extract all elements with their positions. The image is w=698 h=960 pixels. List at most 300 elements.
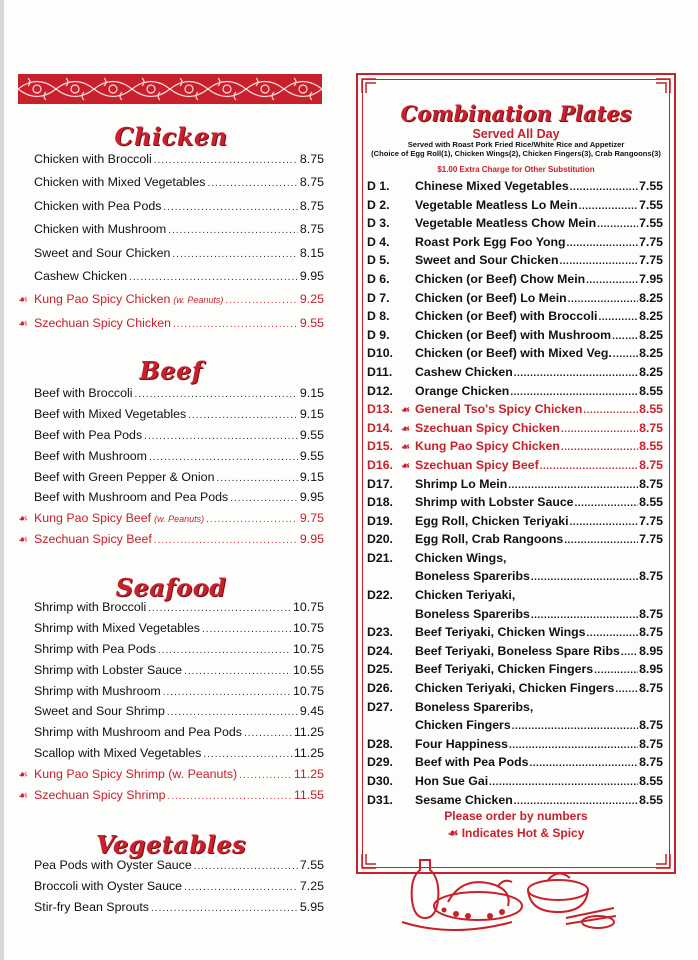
item-price: 9.15 bbox=[299, 469, 324, 484]
seafood-menu-item bbox=[18, 621, 324, 642]
dot-leader bbox=[489, 777, 638, 788]
combo-item bbox=[367, 365, 663, 384]
section-title-beef: Beef bbox=[139, 356, 203, 385]
combo-code: D 2. bbox=[367, 197, 390, 212]
combo-item bbox=[367, 681, 663, 700]
combo-name: Kung Pao Spicy Chicken bbox=[415, 439, 560, 454]
combo-price: 8.75 bbox=[639, 625, 663, 640]
combo-code: D18. bbox=[367, 495, 393, 510]
chili-pepper-icon: ☙ bbox=[401, 460, 410, 472]
combo-name: Shrimp with Lobster Sauce bbox=[415, 495, 574, 510]
combo-name-line2: Boneless Spareribs bbox=[415, 606, 530, 621]
combo-name: Cashew Chicken bbox=[415, 364, 513, 379]
combo-item bbox=[367, 253, 663, 272]
combo-subtitle: Served All Day bbox=[472, 127, 560, 141]
combo-title: Combination Plates bbox=[400, 101, 632, 126]
combo-code: D29. bbox=[367, 755, 393, 770]
item-name: Shrimp with Broccoli bbox=[34, 600, 147, 614]
dot-leader bbox=[184, 882, 298, 893]
item-price: 9.75 bbox=[299, 511, 324, 526]
combo-price: 8.55 bbox=[639, 792, 663, 807]
dot-leader bbox=[540, 461, 638, 472]
corner-ornament-icon bbox=[360, 77, 378, 95]
item-price: 8.75 bbox=[299, 198, 324, 213]
combo-price: 8.55 bbox=[639, 774, 663, 788]
dot-leader bbox=[509, 740, 638, 751]
combo-code: D13. bbox=[367, 402, 393, 417]
combo-name: Beef Teriyaki, Boneless Spare Ribs bbox=[415, 643, 620, 658]
combo-price: 8.75 bbox=[639, 569, 663, 584]
combo-code: D30. bbox=[367, 774, 393, 788]
dot-leader bbox=[144, 431, 298, 442]
combo-extra-charge: $1.00 Extra Charge for Other Substitution bbox=[437, 165, 595, 174]
beef-menu-item bbox=[18, 532, 324, 553]
combo-code: D20. bbox=[367, 532, 393, 547]
dot-leader bbox=[514, 368, 638, 379]
dot-leader bbox=[597, 219, 638, 230]
combo-list bbox=[367, 179, 663, 811]
combo-served-line2: (Choice of Egg Roll(1), Chicken Wings(2), Chicken Fingers(3), Crab Rangoons(3) bbox=[371, 149, 661, 158]
combo-code: D12. bbox=[367, 383, 393, 398]
chili-pepper-icon: ☙ bbox=[18, 769, 28, 782]
chicken-menu-item bbox=[18, 269, 324, 292]
chicken-menu-item bbox=[18, 292, 324, 315]
item-price: 11.25 bbox=[293, 746, 324, 761]
item-name: Chicken with Pea Pods bbox=[34, 198, 162, 213]
dot-leader bbox=[615, 684, 638, 695]
dot-leader bbox=[149, 452, 298, 463]
combo-name: Egg Roll, Chicken Teriyaki bbox=[415, 513, 569, 528]
dot-leader bbox=[163, 687, 291, 698]
dot-leader bbox=[586, 275, 638, 286]
combo-name: Vegetable Meatless Lo Mein bbox=[415, 197, 578, 212]
combo-name: Chicken (or Beef) Lo Mein bbox=[415, 290, 567, 305]
combo-code: D 5. bbox=[367, 253, 390, 268]
chicken-menu-item bbox=[18, 246, 324, 269]
dot-leader bbox=[129, 272, 298, 283]
combo-item-continued bbox=[367, 569, 663, 588]
combo-price: 8.25 bbox=[639, 309, 663, 324]
dot-leader bbox=[208, 178, 298, 189]
combo-price: 8.75 bbox=[639, 476, 663, 491]
combo-item bbox=[367, 700, 663, 719]
combo-code: D25. bbox=[367, 662, 393, 677]
item-name: Sweet and Sour Shrimp bbox=[34, 704, 165, 719]
combo-price: 7.75 bbox=[639, 532, 663, 547]
spicy-legend bbox=[358, 826, 674, 840]
combo-item bbox=[367, 477, 663, 496]
item-price: 9.25 bbox=[299, 292, 324, 307]
item-price: 10.75 bbox=[292, 641, 324, 656]
vegetables-list bbox=[18, 858, 324, 921]
dot-leader bbox=[564, 535, 638, 546]
combo-name: Boneless Spareribs, bbox=[415, 699, 534, 714]
combo-code: D28. bbox=[367, 736, 393, 751]
combo-price: 8.55 bbox=[639, 383, 663, 398]
combo-item-continued bbox=[367, 607, 663, 626]
combo-name: Chicken Teriyaki, bbox=[415, 588, 516, 603]
combo-code: D 1. bbox=[367, 179, 390, 193]
item-note: (w. Peanuts) bbox=[173, 295, 224, 306]
combo-price: 8.75 bbox=[639, 420, 663, 435]
dot-leader bbox=[508, 480, 638, 491]
item-name: Szechuan Spicy Beef bbox=[34, 532, 152, 547]
combo-code: D14. bbox=[367, 420, 393, 435]
combo-name: Vegetable Meatless Chow Mein bbox=[415, 216, 597, 231]
combo-price: 7.75 bbox=[639, 253, 663, 268]
combo-code: D26. bbox=[367, 681, 393, 696]
beef-menu-item bbox=[18, 449, 324, 470]
combo-price: 8.75 bbox=[639, 736, 663, 751]
food-illustration-icon bbox=[398, 852, 618, 936]
combo-code: D21. bbox=[367, 550, 393, 565]
item-price: 11.55 bbox=[293, 788, 324, 803]
item-name: Sweet and Sour Chicken bbox=[34, 245, 171, 260]
combo-price: 7.75 bbox=[639, 513, 663, 528]
combo-price: 8.55 bbox=[639, 402, 663, 417]
page-edge bbox=[0, 0, 4, 960]
combo-item bbox=[367, 644, 663, 663]
combo-item bbox=[367, 346, 663, 365]
combo-name: Chicken (or Beef) with Mixed Veg. bbox=[415, 346, 612, 361]
combo-item bbox=[367, 216, 663, 235]
item-price: 11.25 bbox=[293, 725, 324, 740]
dot-leader bbox=[163, 202, 297, 213]
item-price: 7.55 bbox=[299, 858, 324, 872]
combo-price: 8.55 bbox=[639, 439, 663, 454]
item-price: 8.75 bbox=[299, 175, 324, 190]
combo-price: 8.75 bbox=[639, 755, 663, 770]
seafood-menu-item bbox=[18, 788, 324, 809]
vegetables-menu-item bbox=[18, 879, 324, 900]
seafood-menu-item bbox=[18, 725, 324, 746]
beef-menu-item bbox=[18, 511, 324, 532]
beef-menu-item bbox=[18, 490, 324, 511]
combo-code: D16. bbox=[367, 457, 393, 472]
dot-leader bbox=[239, 770, 292, 781]
combo-item bbox=[367, 737, 663, 756]
combo-price: 8.95 bbox=[639, 662, 663, 677]
item-name: Shrimp with Lobster Sauce bbox=[34, 662, 183, 677]
combo-code: D27. bbox=[367, 699, 393, 714]
dot-leader bbox=[567, 238, 639, 249]
combo-price: 8.25 bbox=[639, 327, 663, 342]
dot-leader bbox=[579, 201, 638, 212]
item-name: Pea Pods with Oyster Sauce bbox=[34, 858, 192, 872]
dot-leader bbox=[529, 758, 638, 769]
chili-pepper-icon: ☙ bbox=[401, 405, 410, 417]
seafood-menu-item bbox=[18, 767, 324, 788]
dot-leader bbox=[613, 349, 638, 360]
combo-item bbox=[367, 402, 663, 421]
combo-name: Szechuan Spicy Chicken bbox=[415, 420, 560, 435]
dot-leader bbox=[612, 331, 638, 342]
order-by-numbers-note: Please order by numbers bbox=[444, 809, 588, 823]
chili-pepper-icon: ☙ bbox=[18, 534, 28, 547]
dot-leader bbox=[514, 796, 638, 807]
item-name: Shrimp with Mushroom bbox=[34, 683, 161, 698]
combo-name: Chinese Mixed Vegetables bbox=[415, 179, 569, 193]
chicken-list bbox=[18, 152, 324, 339]
combo-code: D 4. bbox=[367, 234, 390, 249]
dot-leader bbox=[203, 749, 292, 760]
item-price: 9.55 bbox=[299, 315, 324, 330]
decorative-banner bbox=[18, 74, 322, 104]
item-name: Shrimp with Pea Pods bbox=[34, 641, 156, 656]
combo-price: 8.95 bbox=[639, 643, 663, 658]
seafood-menu-item bbox=[18, 663, 324, 684]
seafood-menu-item bbox=[18, 642, 324, 663]
dot-leader bbox=[583, 405, 638, 416]
item-name: Beef with Mushroom bbox=[34, 448, 147, 463]
item-price: 9.45 bbox=[299, 704, 324, 719]
combo-name: Beef Teriyaki, Chicken Wings bbox=[415, 625, 586, 640]
combo-price: 7.95 bbox=[639, 271, 663, 286]
combo-code: D10. bbox=[367, 346, 393, 361]
combo-code: D 3. bbox=[367, 216, 390, 231]
dot-leader bbox=[154, 155, 298, 166]
dot-leader bbox=[216, 473, 297, 484]
combo-item bbox=[367, 662, 663, 681]
section-title-seafood: Seafood bbox=[115, 573, 227, 602]
beef-list bbox=[18, 386, 324, 553]
item-name: Chicken with Mushroom bbox=[34, 222, 167, 237]
combo-name: Chicken (or Beef) Chow Mein bbox=[415, 271, 586, 286]
combination-plates-box bbox=[356, 73, 676, 874]
dot-leader bbox=[167, 707, 298, 718]
combo-item bbox=[367, 625, 663, 644]
combo-item bbox=[367, 328, 663, 347]
combo-item bbox=[367, 235, 663, 254]
combo-code: D24. bbox=[367, 643, 393, 658]
combo-name-line2: Chicken Fingers bbox=[415, 718, 511, 733]
dot-leader bbox=[230, 493, 298, 504]
corner-ornament-icon bbox=[360, 852, 378, 870]
item-name: Scallop with Mixed Vegetables bbox=[34, 746, 202, 761]
seafood-list bbox=[18, 600, 324, 809]
combo-name: Egg Roll, Crab Rangoons bbox=[415, 532, 564, 547]
dot-leader bbox=[151, 903, 298, 914]
combo-price: 7.55 bbox=[639, 179, 663, 193]
item-price: 10.75 bbox=[292, 620, 324, 635]
dot-leader bbox=[512, 721, 638, 732]
item-name: Beef with Mushroom and Pea Pods bbox=[34, 490, 229, 505]
item-price: 8.75 bbox=[299, 222, 324, 237]
seafood-menu-item bbox=[18, 746, 324, 767]
dot-leader bbox=[168, 225, 298, 236]
item-price: 11.25 bbox=[293, 767, 324, 782]
combo-name: Beef with Pea Pods bbox=[415, 755, 529, 770]
item-name: Kung Pao Spicy Chicken bbox=[34, 292, 171, 307]
combo-served-note bbox=[358, 140, 674, 158]
combo-item bbox=[367, 439, 663, 458]
combo-name: Four Happiness bbox=[415, 736, 508, 751]
combo-name: Beef Teriyaki, Chicken Fingers bbox=[415, 662, 594, 677]
chili-pepper-icon: ☙ bbox=[401, 442, 410, 454]
dot-leader bbox=[134, 389, 297, 400]
item-name: Broccoli with Oyster Sauce bbox=[34, 879, 183, 893]
dot-leader bbox=[531, 610, 638, 621]
dot-leader bbox=[570, 182, 638, 193]
seafood-menu-item bbox=[18, 704, 324, 725]
combo-item-continued bbox=[367, 718, 663, 737]
combo-price: 8.25 bbox=[639, 290, 663, 305]
corner-ornament-icon bbox=[654, 77, 672, 95]
item-price: 5.95 bbox=[299, 900, 324, 914]
item-name: Kung Pao Spicy Beef bbox=[34, 511, 152, 526]
item-price: 9.55 bbox=[299, 427, 324, 442]
item-name: Szechuan Spicy Chicken bbox=[34, 315, 172, 330]
item-price: 9.95 bbox=[299, 268, 324, 283]
combo-name: Roast Pork Egg Foo Yong bbox=[415, 234, 566, 249]
spicy-legend-text: Indicates Hot & Spicy bbox=[461, 826, 585, 840]
item-name: Beef with Pea Pods bbox=[34, 427, 143, 442]
dot-leader bbox=[587, 628, 639, 639]
chicken-menu-item bbox=[18, 316, 324, 339]
item-name: Beef with Mixed Vegetables bbox=[34, 406, 187, 421]
combo-code: D23. bbox=[367, 625, 393, 640]
combo-name: Hon Sue Gai bbox=[415, 774, 489, 788]
item-name: Shrimp with Mixed Vegetables bbox=[34, 620, 200, 635]
dot-leader bbox=[594, 665, 638, 676]
item-name: Beef with Green Pepper & Onion bbox=[34, 469, 215, 484]
item-name: Szechuan Spicy Shrimp bbox=[34, 788, 166, 803]
dot-leader bbox=[510, 387, 638, 398]
dot-leader bbox=[194, 861, 298, 872]
combo-name: Shrimp Lo Mein bbox=[415, 476, 508, 491]
dot-leader bbox=[158, 645, 291, 656]
dot-leader bbox=[598, 312, 638, 323]
dot-leader bbox=[561, 442, 638, 453]
combo-item bbox=[367, 532, 663, 551]
item-name: Stir-fry Bean Sprouts bbox=[34, 900, 150, 914]
item-price: 10.75 bbox=[292, 600, 324, 614]
combo-served-line1: Served with Roast Pork Fried Rice/White Rice and Appetizer bbox=[407, 140, 625, 149]
combo-item bbox=[367, 774, 663, 793]
combo-name: General Tso's Spicy Chicken bbox=[415, 402, 583, 417]
combo-price: 8.75 bbox=[639, 718, 663, 733]
item-price: 10.75 bbox=[292, 683, 324, 698]
item-name: Chicken with Mixed Vegetables bbox=[34, 175, 206, 190]
vegetables-menu-item bbox=[18, 858, 324, 879]
beef-menu-item bbox=[18, 470, 324, 491]
dot-leader bbox=[202, 624, 291, 635]
beef-menu-item bbox=[18, 428, 324, 449]
section-title-chicken: Chicken bbox=[114, 122, 228, 151]
item-name: Kung Pao Spicy Shrimp (w. Peanuts) bbox=[34, 767, 238, 782]
dot-leader bbox=[188, 410, 298, 421]
item-price: 10.55 bbox=[292, 662, 324, 677]
combo-item bbox=[367, 755, 663, 774]
chicken-menu-item bbox=[18, 152, 324, 175]
left-column bbox=[18, 74, 324, 934]
combo-item bbox=[367, 198, 663, 217]
combo-price: 8.25 bbox=[639, 346, 663, 361]
dot-leader bbox=[206, 514, 298, 525]
item-price: 8.75 bbox=[299, 152, 324, 166]
combo-name-line2: Boneless Spareribs bbox=[415, 569, 530, 584]
item-note: (w. Peanuts) bbox=[154, 514, 205, 525]
dot-leader bbox=[172, 249, 297, 260]
combo-code: D22. bbox=[367, 588, 393, 603]
item-name: Cashew Chicken bbox=[34, 268, 127, 283]
combo-code: D15. bbox=[367, 439, 393, 454]
chicken-menu-item bbox=[18, 199, 324, 222]
section-title-vegetables: Vegetables bbox=[95, 830, 247, 859]
combo-item bbox=[367, 495, 663, 514]
combo-item bbox=[367, 421, 663, 440]
dot-leader bbox=[225, 295, 297, 306]
dot-leader bbox=[531, 572, 638, 583]
dot-leader bbox=[173, 319, 298, 330]
combo-price: 8.25 bbox=[639, 364, 663, 379]
dot-leader bbox=[560, 256, 639, 267]
combo-item bbox=[367, 514, 663, 533]
dot-leader bbox=[154, 535, 298, 546]
dot-leader bbox=[568, 294, 638, 305]
dot-leader bbox=[561, 424, 638, 435]
combo-name: Chicken (or Beef) with Broccoli bbox=[415, 309, 598, 324]
combo-item bbox=[367, 588, 663, 607]
chili-pepper-icon: ☙ bbox=[18, 294, 28, 307]
beef-menu-item bbox=[18, 386, 324, 407]
item-name: Shrimp with Mushroom and Pea Pods bbox=[34, 725, 242, 740]
combo-price: 7.55 bbox=[639, 197, 663, 212]
combo-name: Szechuan Spicy Beef bbox=[415, 457, 539, 472]
combo-code: D 7. bbox=[367, 290, 390, 305]
item-price: 7.25 bbox=[299, 879, 324, 893]
combo-price: 8.75 bbox=[639, 681, 663, 696]
chili-pepper-icon: ☙ bbox=[18, 317, 28, 330]
chili-pepper-icon: ☙ bbox=[18, 513, 28, 526]
item-price: 8.15 bbox=[299, 245, 324, 260]
chili-pepper-icon: ☙ bbox=[447, 826, 459, 840]
combo-name: Chicken (or Beef) with Mushroom bbox=[415, 327, 612, 342]
item-price: 9.95 bbox=[299, 532, 324, 547]
combo-item bbox=[367, 384, 663, 403]
dot-leader bbox=[244, 728, 292, 739]
floral-pattern-icon bbox=[18, 74, 322, 104]
item-name: Chicken with Broccoli bbox=[34, 152, 152, 166]
seafood-menu-item bbox=[18, 600, 324, 621]
combo-code: D 6. bbox=[367, 271, 390, 286]
item-price: 9.95 bbox=[299, 490, 324, 505]
combo-name: Chicken Wings, bbox=[415, 550, 507, 565]
vegetables-menu-item bbox=[18, 900, 324, 921]
combo-item bbox=[367, 272, 663, 291]
chicken-menu-item bbox=[18, 222, 324, 245]
combo-code: D31. bbox=[367, 792, 393, 807]
dot-leader bbox=[168, 791, 292, 802]
dot-leader bbox=[148, 603, 291, 614]
combo-code: D 8. bbox=[367, 309, 390, 324]
seafood-menu-item bbox=[18, 684, 324, 705]
combo-name: Sweet and Sour Chicken bbox=[415, 253, 559, 268]
combo-code: D 9. bbox=[367, 327, 390, 342]
combo-price: 7.75 bbox=[639, 234, 663, 249]
chili-pepper-icon: ☙ bbox=[401, 423, 410, 435]
item-price: 9.15 bbox=[299, 386, 324, 400]
combo-code: D17. bbox=[367, 476, 393, 491]
combo-item bbox=[367, 179, 663, 198]
combo-name: Chicken Teriyaki, Chicken Fingers bbox=[415, 681, 615, 696]
dot-leader bbox=[575, 498, 639, 509]
combo-price: 7.55 bbox=[639, 216, 663, 231]
dot-leader bbox=[184, 666, 291, 677]
combo-price: 8.55 bbox=[639, 495, 663, 510]
beef-menu-item bbox=[18, 407, 324, 428]
item-name: Beef with Broccoli bbox=[34, 386, 133, 400]
